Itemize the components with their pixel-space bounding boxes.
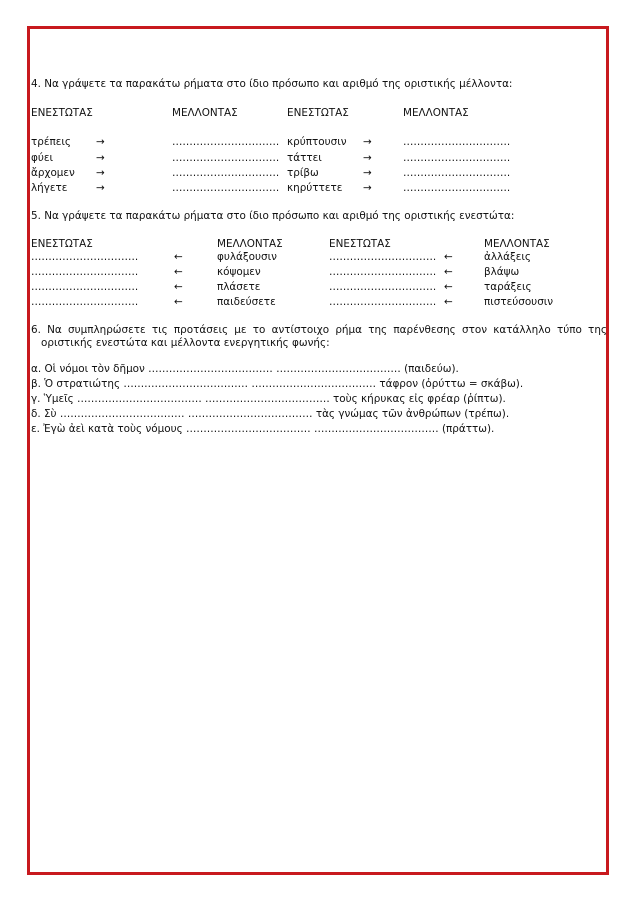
answer-blank: …………………………. [329, 266, 437, 278]
left-arrow-icon: ← [444, 266, 453, 278]
exercise-6-title-line-2: οριστικής ενεστώτα και μέλλοντα ενεργητικής φωνής: [41, 337, 330, 349]
right-arrow-icon: → [363, 167, 372, 179]
right-arrow-icon: → [363, 182, 372, 194]
verb-present: τρέπεις [31, 136, 71, 148]
right-arrow-icon: → [96, 136, 105, 148]
right-arrow-icon: → [96, 167, 105, 179]
header-mellontas: ΜΕΛΛΟΝΤΑΣ [172, 107, 238, 119]
sentence-d: δ. Σὺ ……………………………… ……………………………… τὰς γνώμας τῶν ἀνθρώπων (τρέπω). [31, 408, 510, 420]
answer-blank: …………………………. [172, 167, 280, 179]
left-arrow-icon: ← [174, 251, 183, 263]
answer-blank: …………………………. [172, 182, 280, 194]
verb-present: ἄρχομεν [31, 167, 75, 179]
verb-future: πλάσετε [217, 281, 261, 293]
verb-future: πιστεύσουσιν [484, 296, 554, 308]
right-arrow-icon: → [363, 152, 372, 164]
verb-future: ταράξεις [484, 281, 532, 293]
left-arrow-icon: ← [174, 296, 183, 308]
sentence-a: α. Οἱ νόμοι τὸν δῆμον ……………………………… ……………………………… (παιδεύω). [31, 363, 459, 375]
answer-blank: …………………………. [31, 281, 139, 293]
verb-present: κρύπτουσιν [287, 136, 347, 148]
sentence-e: ε. Ἐγὼ ἀεὶ κατὰ τοὺς νόμους ……………………………… ……………………………… (πράττω). [31, 423, 495, 435]
header-mellontas: ΜΕΛΛΟΝΤΑΣ [484, 238, 550, 250]
header-enestotas: ΕΝΕΣΤΩΤΑΣ [31, 238, 93, 250]
left-arrow-icon: ← [174, 266, 183, 278]
right-arrow-icon: → [363, 136, 372, 148]
verb-future: παιδεύσετε [217, 296, 276, 308]
verb-present: τάττει [287, 152, 322, 164]
header-enestotas: ΕΝΕΣΤΩΤΑΣ [287, 107, 349, 119]
verb-present: λήγετε [31, 182, 68, 194]
header-mellontas: ΜΕΛΛΟΝΤΑΣ [217, 238, 283, 250]
right-arrow-icon: → [96, 182, 105, 194]
answer-blank: …………………………. [31, 296, 139, 308]
answer-blank: …………………………. [172, 136, 280, 148]
verb-future: κόψομεν [217, 266, 261, 278]
header-mellontas: ΜΕΛΛΟΝΤΑΣ [403, 107, 469, 119]
answer-blank: …………………………. [31, 251, 139, 263]
answer-blank: …………………………. [31, 266, 139, 278]
exercise-4-title: 4. Να γράψετε τα παρακάτω ρήματα στο ίδιο πρόσωπο και αριθμό της οριστικής μέλλοντα: [31, 78, 513, 90]
answer-blank: …………………………. [403, 182, 511, 194]
verb-future: ἀλλάξεις [484, 251, 532, 263]
answer-blank: …………………………. [403, 167, 511, 179]
sentence-c: γ. Ὑμεῖς ……………………………… ……………………………… τοὺς κήρυκας εἰς φρέαρ (ῥίπτω). [31, 393, 506, 405]
verb-present: τρίβω [287, 167, 319, 179]
exercise-5-title: 5. Να γράψετε τα παρακάτω ρήματα στο ίδιο πρόσωπο και αριθμό της οριστικής ενεστώτα: [31, 210, 515, 222]
answer-blank: …………………………. [329, 281, 437, 293]
verb-future: βλάψω [484, 266, 520, 278]
exercise-6-title-line-1: 6. Να συμπληρώσετε τις προτάσεις με το αντίστοιχο ρήμα της παρένθεσης στον κατάλληλο τύπο της [31, 324, 607, 336]
left-arrow-icon: ← [174, 281, 183, 293]
right-arrow-icon: → [96, 152, 105, 164]
answer-blank: …………………………. [329, 296, 437, 308]
answer-blank: …………………………. [403, 136, 511, 148]
verb-future: φυλάξουσιν [217, 251, 277, 263]
verb-present: φύει [31, 152, 53, 164]
answer-blank: …………………………. [172, 152, 280, 164]
answer-blank: …………………………. [403, 152, 511, 164]
left-arrow-icon: ← [444, 281, 453, 293]
header-enestotas: ΕΝΕΣΤΩΤΑΣ [31, 107, 93, 119]
header-enestotas: ΕΝΕΣΤΩΤΑΣ [329, 238, 391, 250]
left-arrow-icon: ← [444, 251, 453, 263]
left-arrow-icon: ← [444, 296, 453, 308]
answer-blank: …………………………. [329, 251, 437, 263]
verb-present: κηρύττετε [287, 182, 343, 194]
sentence-b: β. Ὁ στρατιώτης ……………………………… ……………………………… τάφρον (ὀρύττω = σκάβω). [31, 378, 524, 390]
